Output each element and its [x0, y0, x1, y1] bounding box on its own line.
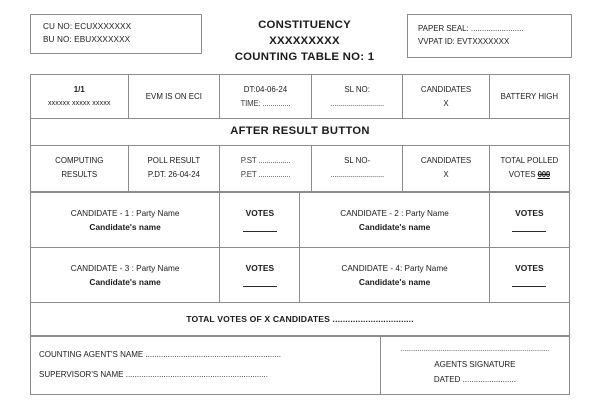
poll-result-label: POLL RESULT [147, 156, 201, 166]
cell-candidate-1-votes [220, 192, 300, 247]
total-polled-votes-word: VOTES [508, 170, 536, 180]
result-date: DT:04-06-24 [243, 84, 288, 94]
page-ref-sub: xxxxxx xxxxx xxxxx [48, 99, 111, 108]
cell-candidate-3 [31, 247, 220, 302]
table-row [31, 336, 570, 394]
computing-results-line2: RESULTS [61, 170, 98, 180]
machine-id-box [30, 14, 202, 54]
candidates-label: CANDIDATES [420, 84, 472, 94]
total-votes-text: TOTAL VOTES OF X CANDIDATES ................................ [186, 313, 414, 324]
candidate-3-votes-blank [243, 280, 277, 287]
cell-poll-times [220, 145, 312, 191]
supervisor-name-field: SUPERVISOR'S NAME ................................................................ [39, 370, 268, 380]
table-row [31, 192, 570, 247]
candidate-4-party: CANDIDATE - 4: Party Name [341, 263, 448, 273]
candidate-4-name: Candidate's name [358, 277, 431, 288]
cell-serial-number [311, 75, 403, 119]
poll-start-time: P.ST ................ [240, 156, 291, 166]
form-title-block [202, 14, 407, 66]
total-polled-value: 000 [537, 170, 550, 180]
candidates-count: X [443, 98, 449, 108]
agents-signature-label: AGENTS SIGNATURE [434, 359, 516, 369]
cell-candidate-2-votes [489, 192, 569, 247]
cell-date-time [220, 75, 312, 119]
page-ref-value: 1/1 [73, 85, 85, 95]
dated-field: DATED ........................ [433, 375, 516, 385]
signature-rule: .............................................................................. [400, 344, 550, 354]
banner-text: AFTER RESULT BUTTON [230, 125, 370, 137]
cell-total-polled-votes [489, 145, 569, 191]
candidates-label-2: CANDIDATES [420, 156, 472, 166]
candidate-3-name: Candidate's name [89, 277, 161, 288]
after-result-button-banner [31, 119, 570, 146]
battery-status-text: BATTERY HIGH [500, 91, 559, 101]
cell-battery-status [489, 75, 569, 119]
candidate-4-votes-label: VOTES [515, 263, 544, 274]
cell-computing-results [31, 145, 129, 191]
cell-total-votes [31, 302, 570, 335]
cell-evm-status [128, 75, 220, 119]
candidate-2-party: CANDIDATE - 2 : Party Name [340, 208, 449, 218]
cell-names [31, 336, 381, 394]
candidate-3-votes-label: VOTES [245, 263, 275, 274]
total-polled-label: TOTAL POLLED [500, 156, 559, 166]
signature-table [30, 336, 570, 395]
paper-seal-field: PAPER SEAL: ........................ [418, 24, 524, 33]
machine-status-table [30, 74, 570, 192]
serial-number-value-2: ........................... [330, 170, 384, 180]
computing-results-line1: COMPUTING [55, 156, 104, 166]
total-polled-line2 [492, 168, 567, 182]
paper-seal-box [407, 14, 572, 58]
total-votes-row [31, 302, 570, 335]
result-time: TIME: .............. [240, 98, 291, 108]
poll-end-time: P.ET ................ [240, 170, 291, 180]
serial-number-value: ........................... [330, 98, 384, 108]
cell-candidate-1 [31, 192, 220, 247]
cell-candidates-count [403, 75, 489, 119]
candidates-count-2: X [443, 170, 449, 180]
poll-date: P.DT. 26-04-24 [147, 170, 200, 180]
evm-status-text: EVM IS ON ECI [145, 91, 202, 101]
candidate-1-name: Candidate's name [89, 222, 161, 233]
counting-agent-name-field: COUNTING AGENT'S NAME ............................................................. [39, 350, 282, 360]
candidate-2-name: Candidate's name [358, 222, 431, 233]
counting-table-number: COUNTING TABLE NO: 1 [234, 51, 375, 64]
serial-number-label: SL NO: [344, 84, 370, 94]
cell-candidate-2 [300, 192, 489, 247]
candidates-table [30, 192, 570, 336]
cell-page-ref [31, 75, 129, 119]
candidate-1-votes-blank [243, 225, 277, 232]
candidate-4-votes-blank [512, 280, 546, 287]
cell-poll-result [128, 145, 220, 191]
constituency-name: XXXXXXXXX [269, 35, 340, 48]
cell-candidate-4 [300, 247, 489, 302]
cell-candidates-count-2 [403, 145, 489, 191]
candidate-3-party: CANDIDATE - 3 : Party Name [70, 263, 180, 273]
serial-number-label-2: SL NO- [344, 156, 371, 166]
table-row [31, 145, 570, 191]
form-header [18, 8, 582, 74]
cell-serial-number-2 [311, 145, 403, 191]
cell-agents-signature [380, 336, 569, 394]
cu-number: CU NO: ECUXXXXXXX [43, 22, 132, 31]
banner-cell [31, 119, 570, 146]
cell-candidate-3-votes [220, 247, 300, 302]
candidate-1-party: CANDIDATE - 1 : Party Name [70, 208, 180, 218]
constituency-label: CONSTITUENCY [258, 19, 351, 31]
table-row [31, 247, 570, 302]
candidate-2-votes-blank [512, 225, 546, 232]
vvpat-id-field: VVPAT ID: EVTXXXXXXX [418, 37, 510, 47]
candidate-1-votes-label: VOTES [245, 208, 275, 219]
table-row [31, 75, 570, 119]
form-sheet [18, 8, 582, 406]
cell-candidate-4-votes [489, 247, 569, 302]
candidate-2-votes-label: VOTES [515, 208, 544, 219]
bu-number: BU NO: EBUXXXXXXX [43, 34, 131, 44]
